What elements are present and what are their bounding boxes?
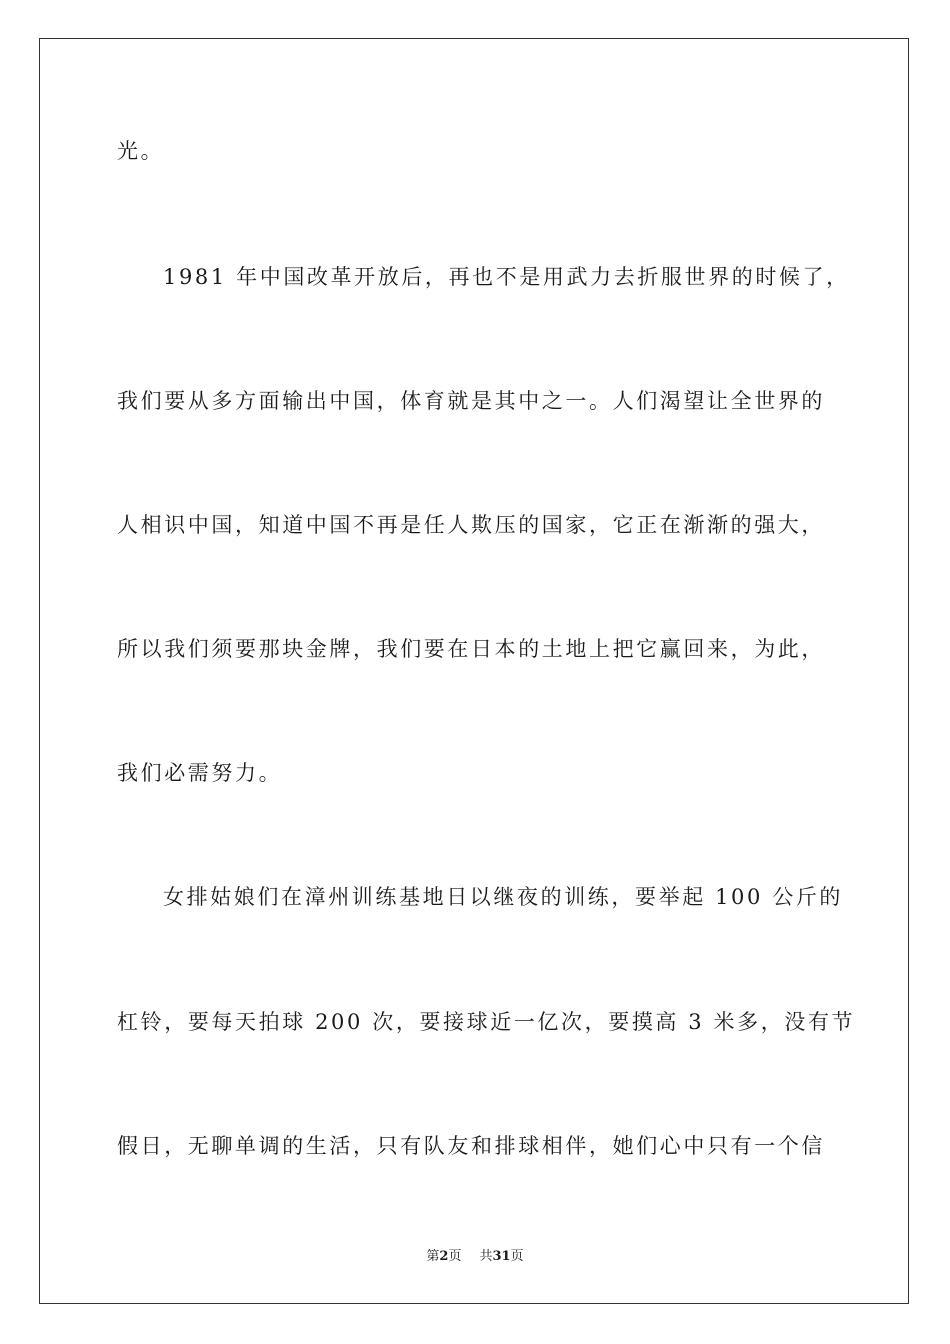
page-prefix: 第 [426, 1249, 440, 1264]
text-line-7: 女排姑娘们在漳州训练基地日以继夜的训练，要举起 100 公斤的 [163, 885, 844, 909]
text-line-4: 人相识中国，知道中国不再是任人欺压的国家，它正在渐渐的强大， [117, 513, 825, 537]
text-line-6: 我们必需努力。 [117, 761, 283, 785]
page-number: 2 [439, 1249, 449, 1264]
text-line-5: 所以我们须要那块金牌，我们要在日本的土地上把它赢回来，为此， [117, 637, 825, 661]
text-line-9: 假日，无聊单调的生活，只有队友和排球相伴，她们心中只有一个信 [117, 1134, 825, 1158]
text-line-2: 1981 年中国改革开放后，再也不是用武力去折服世界的时候了， [163, 265, 850, 289]
text-line-1: 光。 [117, 139, 165, 163]
total-suffix: 页 [510, 1249, 524, 1264]
page-suffix: 页 [448, 1249, 462, 1264]
page-border [39, 38, 909, 1304]
text-line-3: 我们要从多方面输出中国，体育就是其中之一。人们渴望让全世界的 [117, 389, 825, 413]
total-pages: 31 [492, 1249, 511, 1264]
text-line-8: 杠铃，要每天拍球 200 次，要接球近一亿次，要摸高 3 米多，没有节 [117, 1010, 856, 1034]
page-footer [0, 1248, 950, 1266]
total-prefix: 共 [479, 1249, 493, 1264]
